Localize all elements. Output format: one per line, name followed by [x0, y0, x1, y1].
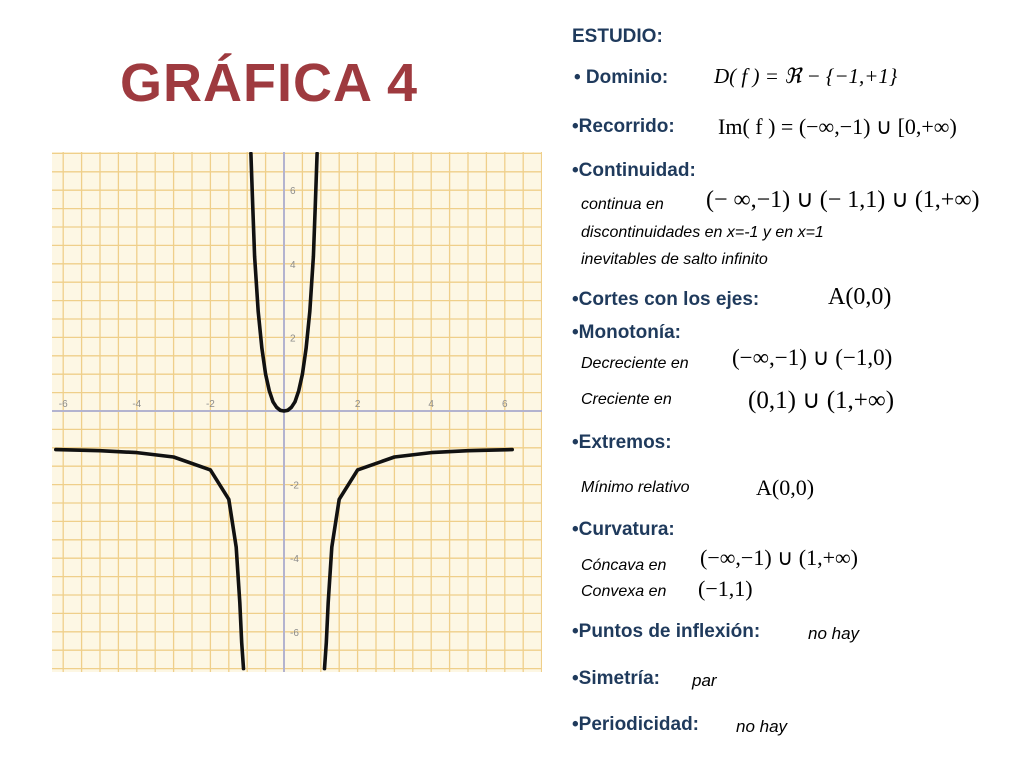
y-tick-label: 2	[290, 333, 296, 345]
minimo-text: Mínimo relativo	[581, 479, 690, 496]
convexa-formula: (−1,1)	[698, 576, 753, 601]
x-tick-label: -6	[58, 399, 68, 410]
concava-formula: (−∞,−1) ∪ (1,+∞)	[700, 545, 858, 570]
recorrido-label: •Recorrido:	[572, 116, 675, 137]
continua-formula: (− ∞,−1) ∪ (− 1,1) ∪ (1,+∞)	[706, 187, 980, 213]
y-tick-label: 4	[290, 259, 296, 271]
simetria-value: par	[692, 671, 717, 690]
y-tick-label: -4	[290, 554, 299, 566]
creciente-formula: (0,1) ∪ (1,+∞)	[748, 387, 895, 414]
extremos-label: •Extremos:	[572, 432, 672, 453]
discontinuidades-text: discontinuidades en x=-1 y en x=1	[581, 224, 824, 241]
page-title: GRÁFICA 4	[120, 53, 419, 113]
inevitables-text: inevitables de salto infinito	[581, 251, 768, 268]
convexa-text: Convexa en	[581, 583, 667, 600]
inflexion-label: •Puntos de inflexión:	[572, 621, 761, 642]
periodicidad-label: •Periodicidad:	[572, 714, 700, 735]
cortes-formula: A(0,0)	[828, 284, 892, 310]
recorrido-formula: Im( f ) = (−∞,−1) ∪ [0,+∞)	[718, 114, 957, 139]
dominio-formula: D( f ) = ℜ − {−1,+1}	[714, 64, 898, 88]
continua-text: continua en	[581, 196, 664, 213]
function-graph	[52, 152, 542, 672]
inflexion-value: no hay	[808, 624, 860, 643]
y-tick-label: 6	[290, 186, 296, 198]
x-tick-label: -2	[205, 399, 215, 410]
decreciente-formula: (−∞,−1) ∪ (−1,0)	[732, 345, 893, 370]
decreciente-text: Decreciente en	[581, 355, 689, 372]
periodicidad-value: no hay	[736, 717, 788, 736]
x-tick-label: 4	[428, 399, 434, 410]
concava-text: Cóncava en	[581, 557, 667, 574]
cortes-label: •Cortes con los ejes:	[572, 289, 760, 310]
study-panel	[572, 0, 1024, 768]
monotonia-label: •Monotonía:	[572, 322, 682, 343]
y-tick-label: -6	[290, 627, 299, 639]
y-tick-label: -2	[290, 480, 299, 492]
study-heading: ESTUDIO:	[572, 26, 663, 47]
x-tick-label: 6	[502, 399, 508, 410]
curvatura-label: •Curvatura:	[572, 519, 675, 540]
continuidad-label: •Continuidad:	[572, 160, 696, 181]
x-tick-label: -4	[132, 399, 142, 410]
x-tick-label: 2	[354, 399, 361, 410]
creciente-text: Creciente en	[581, 391, 672, 408]
minimo-formula: A(0,0)	[756, 475, 815, 500]
dominio-label: • Dominio:	[574, 67, 669, 88]
simetria-label: •Simetría:	[572, 668, 660, 689]
